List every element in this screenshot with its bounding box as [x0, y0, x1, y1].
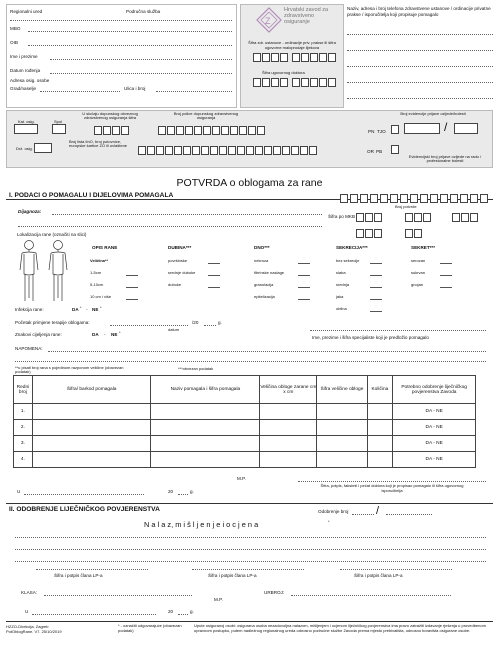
gender-box[interactable]	[52, 124, 66, 134]
sekret-0: serozan	[411, 258, 426, 263]
localization-label: Lokalizacija rane (označiti na slici)	[17, 232, 87, 237]
dubina-0-field[interactable]	[208, 263, 220, 264]
body-front-icon[interactable]	[16, 238, 42, 304]
size-code-cell[interactable]	[317, 420, 367, 436]
col-header-size: Veličina obloge zarane cm x cm	[260, 376, 317, 404]
sekret-heading: SEKRET***	[411, 245, 435, 250]
dash-2: -	[104, 332, 106, 337]
or-cell[interactable]	[391, 145, 399, 154]
mbo-field[interactable]	[28, 31, 232, 32]
sekret-0-field[interactable]	[440, 263, 452, 264]
footer-form-id: PotOblogRane. V7. 25/10/2019	[6, 629, 62, 634]
footer-note: Upute osiguranoj osobi: osigurana osoba nezadovoljna nalazom, mišljenjem i ocjenom liječničkog povjerenstva ima pravo zatražiti izdavanje rješenja u provedbenom upravnom postupku, putem nadležnog regionalnog ureda odnosno područne službe Zavoda prema mjestu prebivališta, odnosno boravišta osigurane osobe.	[194, 623, 486, 633]
sekrecija-1: slaba	[336, 270, 346, 275]
urbroj-label: URBROJ:	[264, 590, 285, 595]
section-1-heading: I. PODACI O POMAGALU I DIJELOVIMA POMAGALA	[9, 192, 174, 199]
nalaz-heading: N a l a z, m i š l j e n j e i o c j e n a	[144, 520, 259, 529]
city-label: Grad/naselje	[10, 86, 37, 91]
institution-label: Naziv, adresa i broj telefona zdravstvene ustanove / ordinacije privatne prakse / isporučitelja koji propisuje pomagalo	[347, 6, 491, 17]
logo-text: Hrvatski zavod za zdravstveno osiguranje	[284, 7, 329, 26]
sekrecija-2-field[interactable]	[370, 287, 382, 288]
specialist-field[interactable]	[310, 330, 486, 331]
sekrecija-2: srednja	[336, 282, 350, 287]
urbroj-field[interactable]	[291, 595, 451, 596]
sekret-1: gnojan	[411, 282, 424, 287]
place-field-1[interactable]	[24, 494, 144, 495]
name-label: Ime i prezime	[10, 54, 38, 59]
row-number: 2.	[14, 420, 33, 436]
body-back-icon[interactable]	[45, 238, 71, 304]
approval-cell[interactable]: DA - NE	[393, 452, 476, 468]
dob-field[interactable]	[50, 73, 232, 74]
pb-label: PB	[376, 149, 383, 154]
nalaz-line-1[interactable]	[15, 537, 486, 538]
opis-1: 1-5cm	[90, 270, 102, 275]
dubina-2: duboke	[168, 282, 182, 287]
healing-signs-label: Znakovi cijeljenja rane:	[15, 332, 62, 337]
qty-cell[interactable]	[367, 420, 393, 436]
record-box[interactable]	[404, 123, 440, 134]
committee-sig-1-field[interactable]	[36, 569, 148, 570]
record-label: Broj evidencije prijave ozljede/bolesti	[400, 111, 466, 116]
size-cell[interactable]	[260, 420, 317, 436]
dno-2: granulacija	[254, 282, 274, 287]
sekrecija-4-field[interactable]	[370, 311, 382, 312]
name-cell[interactable]	[151, 436, 260, 452]
svg-text:Z: Z	[265, 16, 271, 26]
therapy-date-field[interactable]	[110, 325, 188, 326]
cert-number-label: Broj potvrde	[395, 204, 417, 209]
committee-sig-3-label: Šifra i potpis člana LP-a	[354, 573, 403, 578]
sekret-2-field[interactable]	[440, 275, 452, 276]
hzzo-logo-icon	[256, 7, 282, 33]
name-cell[interactable]	[151, 420, 260, 436]
star-2: *	[100, 305, 102, 310]
approval-number-label: Odobrenje broj	[318, 509, 349, 514]
infection-label: Infekcija rane:	[15, 307, 44, 312]
dno-1: fibrinske naslage	[254, 270, 285, 275]
name-cell[interactable]	[151, 404, 260, 420]
col-header-size-code: Šifra veličine obloge	[317, 376, 367, 404]
year-field-2[interactable]	[178, 614, 188, 615]
cat-box[interactable]	[14, 124, 38, 134]
klasa-label: KLASA:	[21, 590, 38, 595]
state-box[interactable]	[34, 143, 52, 153]
dno-2-field[interactable]	[298, 287, 310, 288]
healing-da[interactable]: DA	[92, 332, 99, 337]
committee-sig-3-field[interactable]	[340, 569, 452, 570]
col-header-qty: Količina	[367, 376, 393, 404]
note-2: ***obvezan podatak	[178, 366, 214, 371]
qty-cell[interactable]	[367, 436, 393, 452]
star-3: *	[119, 330, 121, 335]
foreign-label: Broj lista iInO, broj putovnice, europske kartice ZO ili ovlaštene	[69, 139, 128, 149]
institution-line-1[interactable]	[347, 34, 493, 35]
institution-line-4[interactable]	[347, 82, 493, 83]
year-field-1[interactable]	[178, 494, 188, 495]
sekret-2: sukrvan	[411, 270, 426, 275]
dno-0: nekroza	[254, 258, 269, 263]
mbo-label: MBO	[10, 26, 21, 31]
therapy-g: g.	[218, 320, 222, 325]
gender-label: Spol	[54, 119, 63, 124]
therapy-year: /20	[192, 320, 199, 325]
name-cell[interactable]	[151, 452, 260, 468]
healing-ne[interactable]: NE	[111, 332, 118, 337]
diagnosis-line-2[interactable]	[18, 226, 322, 227]
regional-office-label: Regionalni ured	[10, 9, 43, 14]
dno-heading: DNO***	[254, 245, 270, 250]
opis-0: Veličina**	[90, 258, 109, 263]
table-row	[14, 452, 476, 468]
table-row	[14, 404, 476, 420]
col-header-name: Naziv pomagala i šifra pomagala	[151, 376, 260, 404]
dubina-1: srednje duboke	[168, 270, 196, 275]
sekrecija-1-field[interactable]	[370, 275, 382, 276]
row-number: 4.	[14, 452, 33, 468]
opis-heading: OPIS RANE	[92, 245, 118, 250]
approval-cell[interactable]: DA - NE	[393, 436, 476, 452]
napomena-label: NAPOMENA:	[15, 346, 43, 351]
dash-1: -	[86, 307, 88, 312]
cat-label: Kat. osig.	[18, 119, 35, 124]
size-cell[interactable]	[260, 452, 317, 468]
nalaz-line-3[interactable]	[15, 561, 486, 562]
dubina-heading: DUBINA***	[168, 245, 192, 250]
approval-number-field[interactable]	[352, 514, 374, 515]
size-code-cell[interactable]	[317, 404, 367, 420]
row-number: 1.	[14, 404, 33, 420]
committee-sig-2-label: Šifra i potpis člana LP-a	[208, 573, 257, 578]
dubina-2-field[interactable]	[208, 287, 220, 288]
record-label-2: Evidencijski broj prijave ozljede na radu / profesionalne bolesti	[408, 154, 482, 164]
klasa-field[interactable]	[44, 595, 192, 596]
committee-sig-2-field[interactable]	[192, 569, 304, 570]
therapy-start-label: Početak primjene terapije oblogama:	[15, 320, 90, 325]
napomena-line-2[interactable]	[15, 361, 486, 362]
dno-1-field[interactable]	[298, 275, 310, 276]
items-table	[13, 375, 476, 468]
record-year-box[interactable]	[454, 123, 478, 134]
dop-label: U slučaju dopunskog obveznog zdravstvenog osiguranja šifra	[82, 111, 138, 121]
approval-slash: /	[376, 505, 380, 517]
qty-cell[interactable]	[367, 452, 393, 468]
nalaz-star: *	[328, 519, 330, 524]
barcode-cell[interactable]	[32, 436, 151, 452]
page-title: POTVRDA o oblogama za rane	[176, 177, 323, 189]
footer-org: HZZO-Direkcija, Zagreb	[6, 624, 49, 629]
sekret-1-field[interactable]	[440, 287, 452, 288]
dob-label: Datum rođenja	[10, 68, 41, 73]
dno-3: epitelizacija	[254, 294, 275, 299]
city-field[interactable]	[40, 91, 120, 92]
tjo-label: TJO	[377, 129, 386, 134]
committee-sig-1-label: Šifra i potpis člana LP-a	[54, 573, 103, 578]
oib-label: OIB	[10, 40, 18, 45]
qty-cell[interactable]	[367, 404, 393, 420]
g-2: g.	[190, 609, 194, 614]
size-code-cell[interactable]	[317, 452, 367, 468]
address-label: Adresa osig. osobe	[10, 78, 50, 83]
napomena-line-1[interactable]	[48, 351, 486, 352]
institution-code-label: Šifra zdr. ustanove - ordinacije priv. prakse ili šifra ugovorne maloprodaje lijekova	[248, 40, 336, 50]
approval-year-field[interactable]	[386, 514, 432, 515]
mp-label-1: M.P.	[237, 476, 246, 481]
therapy-datum: datum	[168, 327, 180, 332]
doctor-code-label: Šifra ugovornog doktora	[262, 70, 305, 75]
sekrecija-4: obilna	[336, 306, 347, 311]
mp-label-2: M.P.	[214, 597, 223, 602]
sekrecija-heading: SEKRECIJA***	[336, 245, 368, 250]
diagnosis-label: Dijagnoza:	[18, 209, 42, 214]
footer-legend: * - označiti odgovarajuće (obavezan podatak)	[118, 623, 182, 633]
barcode-cell[interactable]	[32, 420, 151, 436]
sekrecija-3-field[interactable]	[370, 299, 382, 300]
diagnosis-line-1[interactable]	[52, 214, 322, 215]
pn-label: PN	[368, 129, 375, 134]
note-1: **u pisati broj rana s pojedinom razponom veličine (obavezan podatak)	[15, 365, 124, 375]
opis-1-field[interactable]	[126, 275, 138, 276]
opis-2: 5-10cm	[90, 282, 104, 287]
institution-line-5[interactable]	[347, 98, 493, 99]
col-header-approval: Potrebno odobrenje liječničkog povjerenstva Zavoda	[393, 376, 476, 404]
institution-line-3[interactable]	[347, 66, 493, 67]
barcode-cell[interactable]	[32, 452, 151, 468]
opis-3: 10 cm i više	[90, 294, 112, 299]
or-label: OR	[367, 149, 374, 154]
sekrecija-3: jaka	[336, 294, 344, 299]
dubina-0: površinske	[168, 258, 188, 263]
branch-label: Područna služba	[126, 9, 161, 14]
place-u-2: U	[25, 609, 29, 614]
institution-line-2[interactable]	[347, 50, 493, 51]
policy-label: Broj police dopunskog zdravstvenog osiguranja	[173, 111, 239, 121]
approval-cell[interactable]: DA - NE	[393, 404, 476, 420]
section-2-heading: II. ODOBRENJE LIJEČNIČKOG POVJERENSTVA	[9, 506, 160, 513]
row-number: 3.	[14, 436, 33, 452]
sekrecija-0-field[interactable]	[370, 263, 382, 264]
table-row	[14, 420, 476, 436]
col-header-no: Redni broj	[14, 376, 33, 404]
size-code-cell[interactable]	[317, 436, 367, 452]
sekrecija-0: bez sekrecije	[336, 258, 360, 263]
street-field[interactable]	[156, 91, 232, 92]
infection-ne[interactable]: NE	[92, 307, 99, 312]
pn-cell[interactable]	[391, 125, 399, 134]
approval-cell[interactable]: DA - NE	[393, 420, 476, 436]
size-cell[interactable]	[260, 436, 317, 452]
barcode-cell[interactable]	[32, 404, 151, 420]
year-1: 20	[168, 489, 174, 494]
street-label: Ulica i broj	[124, 86, 146, 91]
star-1: *	[80, 305, 82, 310]
place-u-1: U	[17, 489, 21, 494]
place-field-2[interactable]	[32, 614, 156, 615]
size-cell[interactable]	[260, 404, 317, 420]
doctor-signature-field[interactable]	[298, 481, 486, 482]
oib-field[interactable]	[28, 45, 232, 46]
dno-3-field[interactable]	[298, 299, 310, 300]
nalaz-line-2[interactable]	[15, 549, 486, 550]
opis-2-field[interactable]	[126, 287, 138, 288]
therapy-year-field[interactable]	[204, 325, 216, 326]
g-1: g.	[190, 489, 194, 494]
opis-3-field[interactable]	[126, 299, 138, 300]
mkb-label: Šifra po MKB	[328, 214, 356, 219]
specialist-label: Ime, prezime i šifra specijaliste koji je predložio pomagalo	[312, 335, 429, 340]
dno-0-field[interactable]	[298, 263, 310, 264]
state-label: Drž. osig.	[16, 146, 33, 151]
col-header-barcode: Šifra/ barkod pomagala	[32, 376, 151, 404]
doctor-signature-label: Šifra, potpis, faksimil i pečat doktora koji je propisao pomagalo ili šifra ugovornog isporučitelja	[320, 483, 464, 493]
year-2: 20	[168, 609, 174, 614]
name-field[interactable]	[50, 59, 232, 60]
record-slash: /	[444, 120, 448, 134]
infection-da[interactable]: DA	[72, 307, 79, 312]
dubina-1-field[interactable]	[208, 275, 220, 276]
table-row	[14, 436, 476, 452]
